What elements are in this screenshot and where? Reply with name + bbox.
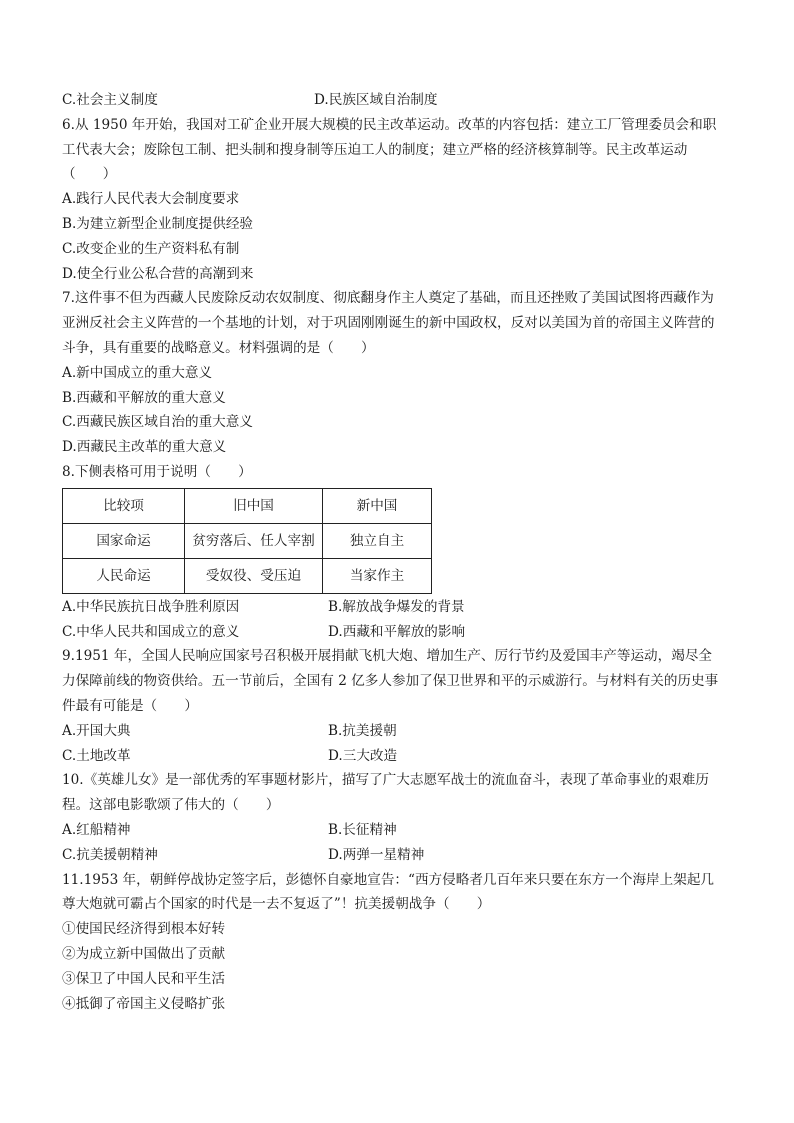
table-header-cell: 新中国 [323, 488, 432, 523]
question-9 [62, 644, 732, 768]
q6-option-c: C.改变企业的生产资料私有制 [62, 240, 240, 257]
table-header-cell: 比较项 [63, 488, 185, 523]
q10-option-b: B.长征精神 [328, 821, 397, 838]
q8-stem: 8.下侧表格可用于说明（ ） [62, 463, 252, 480]
exam-page [62, 88, 732, 1016]
q9-option-b: B.抗美援朝 [328, 722, 397, 739]
q7-stem-line: 亚洲反社会主义阵营的一个基地的计划，对于巩固刚刚诞生的新中国政权，反对以美国为首的帝国主义阵营的 [62, 315, 715, 332]
q10-options-row-ab [62, 818, 732, 843]
q9-stem-line: 件最有可能是（ ） [62, 697, 198, 714]
q6-stem-line: 工代表大会；废除包工制、把头制和搜身制等压迫工人的制度；建立严格的经济核算制等。民主改革运动 [62, 141, 688, 158]
q7-option-c: C.西藏民族区域自治的重大意义 [62, 414, 253, 431]
table-cell: 人民命运 [63, 558, 185, 593]
q7-option-a: A.新中国成立的重大意义 [62, 364, 213, 381]
q11-item: ①使国民经济得到根本好转 [62, 921, 226, 938]
q8-options-row-cd [62, 620, 732, 645]
q10-option-c: C.抗美援朝精神 [62, 846, 158, 863]
question-11 [62, 868, 732, 1017]
q7-stem-line: 斗争，具有重要的战略意义。材料强调的是（ ） [62, 339, 375, 356]
q8-option-a: A.中华民族抗日战争胜利原因 [62, 598, 240, 615]
q6-stem-line: 6.从 1950 年开始，我国对工矿企业开展大规模的民主改革运动。改革的内容包括：建立工厂管理委员会和职 [62, 116, 717, 133]
q11-item: ④抵御了帝国主义侵略扩张 [62, 995, 226, 1012]
q10-options-row-cd [62, 843, 732, 868]
table-cell: 独立自主 [323, 523, 432, 558]
question-6 [62, 113, 732, 287]
q10-stem-line: 10.《英雄儿女》是一部优秀的军事题材影片，描写了广大志愿军战士的流血奋斗，表现了革命事业的艰难历 [62, 772, 709, 789]
q10-option-a: A.红船精神 [62, 821, 131, 838]
q11-item: ②为成立新中国做出了贡献 [62, 945, 226, 962]
q8-options-row-ab [62, 595, 732, 620]
q5-option-c: C.社会主义制度 [62, 92, 158, 108]
q5-options-row-cd [62, 88, 732, 113]
q9-stem-line: 力保障前线的物资供给。五一节前后，全国有 2 亿多人参加了保卫世界和平的示威游行。与材料有关的历史事 [62, 673, 719, 690]
q6-option-d: D.使全行业公私合营的高潮到来 [62, 265, 254, 282]
q9-option-c: C.土地改革 [62, 747, 131, 764]
q8-option-d: D.西藏和平解放的影响 [328, 623, 466, 640]
q8-option-c: C.中华人民共和国成立的意义 [62, 623, 240, 640]
table-cell: 国家命运 [63, 523, 185, 558]
comparison-table [62, 488, 432, 594]
table-row [63, 558, 432, 593]
question-7 [62, 286, 732, 460]
q11-stem-line: 11.1953 年，朝鲜停战协定签字后，彭德怀自豪地宣告：“西方侵略者几百年来只要在东方一个海岸上架起几 [62, 871, 715, 888]
q9-option-a: A.开国大典 [62, 722, 131, 739]
table-header-cell: 旧中国 [185, 488, 323, 523]
q6-stem-line: （ ） [62, 166, 117, 183]
q11-item: ③保卫了中国人民和平生活 [62, 970, 226, 987]
table-cell: 受奴役、受压迫 [185, 558, 323, 593]
q11-stem-line: 尊大炮就可霸占个国家的时代是一去不复返了”！抗美援朝战争（ ） [62, 896, 491, 913]
q7-option-d: D.西藏民主改革的重大意义 [62, 439, 227, 456]
q10-stem-line: 程。这部电影歌颂了伟大的（ ） [62, 797, 280, 814]
question-8 [62, 460, 732, 644]
question-10 [62, 768, 732, 867]
table-header-row [63, 488, 432, 523]
q8-option-b: B.解放战争爆发的背景 [328, 598, 465, 615]
table-cell: 贫穷落后、任人宰割 [185, 523, 323, 558]
q7-option-b: B.西藏和平解放的重大意义 [62, 389, 226, 406]
q7-stem-line: 7.这件事不但为西藏人民废除反动农奴制度、彻底翻身作主人奠定了基础，而且还挫败了美国试图将西藏作为 [62, 290, 714, 307]
table-row [63, 523, 432, 558]
q9-option-d: D.三大改造 [328, 747, 398, 764]
q10-option-d: D.两弹一星精神 [328, 846, 425, 863]
q9-stem-line: 9.1951 年，全国人民响应国家号召积极开展捐献飞机大炮、增加生产、厉行节约及爱国丰产等运动，竭尽全 [62, 648, 713, 665]
table-cell: 当家作主 [323, 558, 432, 593]
q6-option-b: B.为建立新型企业制度提供经验 [62, 215, 254, 232]
q5-option-d: D.民族区域自治制度 [314, 92, 438, 108]
q9-options-row-cd [62, 744, 732, 769]
q6-option-a: A.践行人民代表大会制度要求 [62, 191, 240, 208]
q9-options-row-ab [62, 719, 732, 744]
